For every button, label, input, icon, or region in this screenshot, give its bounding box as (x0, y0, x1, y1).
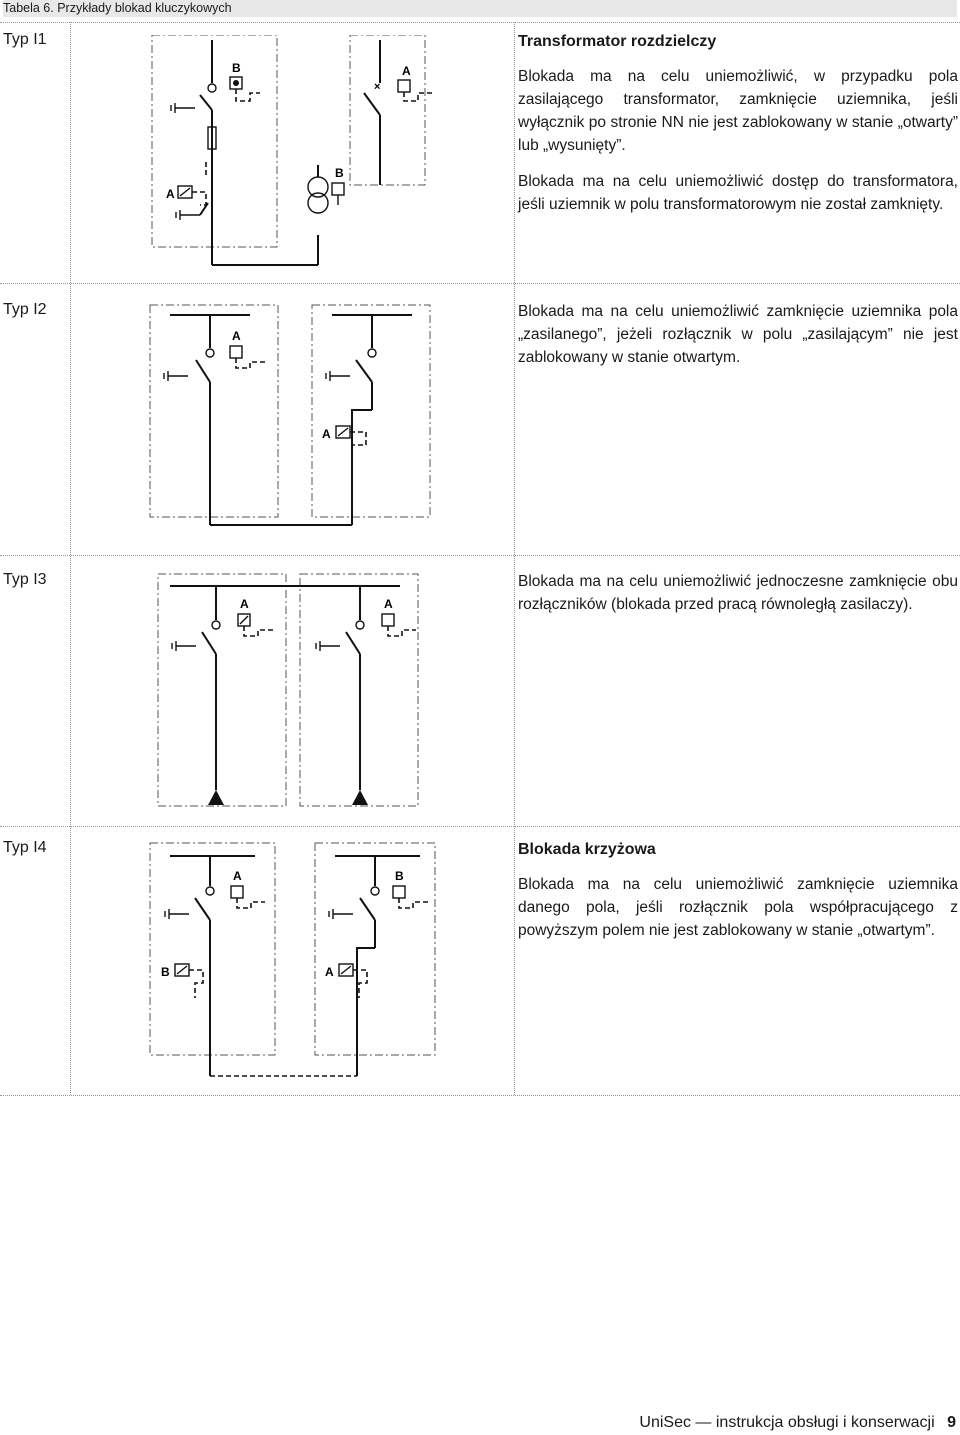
description (518, 838, 958, 955)
transformer-icon (308, 177, 328, 197)
key-lock-icon (332, 183, 344, 195)
diagram-typ-i3 (150, 570, 430, 815)
key-lock-icon (393, 886, 405, 898)
lock-label: A (322, 427, 331, 441)
diagram-typ-i1 (140, 35, 440, 280)
panel-frame (152, 35, 277, 247)
description (518, 570, 958, 629)
section-heading: Blokada krzyżowa (518, 841, 656, 858)
type-label: Typ I4 (3, 839, 47, 856)
panel-frame (158, 574, 286, 806)
page-footer (639, 1413, 956, 1433)
row-divider (0, 1095, 960, 1096)
footer-title: instrukcja obsługi i konserwacji (715, 1414, 935, 1431)
type-label: Typ I3 (3, 571, 47, 588)
lock-label: B (232, 61, 241, 75)
type-label: Typ I1 (3, 31, 47, 48)
lock-label: B (395, 869, 404, 883)
description (518, 300, 958, 382)
paragraph: Blokada ma na celu uniemożliwić zamknięcie uziemnika danego pola, jeśli rozłącznik pola współpracującego z powyższym polem nie jest zablokowany w stanie „otwartym”. (518, 876, 958, 939)
panel-frame (150, 305, 278, 517)
svg-text:×: × (374, 81, 381, 93)
lock-label: A (240, 597, 249, 611)
panel-frame (350, 35, 425, 185)
key-lock-icon (230, 346, 242, 358)
cable-end-icon (352, 790, 368, 805)
lock-label: A (325, 965, 334, 979)
paragraph: Blokada ma na celu uniemożliwić, w przypadku pola zasilającego transformator, zamknięcie uziemnika, jeśli wyłącznik po stronie NN nie jest zablokowany w stanie „otwarty” lub „wysunięty”. (518, 68, 958, 154)
lock-label: A (166, 187, 175, 201)
key-lock-icon (398, 80, 410, 92)
lock-label: A (402, 64, 411, 78)
row-divider (0, 283, 960, 284)
lock-label: B (335, 166, 344, 180)
paragraph: Blokada ma na celu uniemożliwić dostęp do transformatora, jeśli uziemnik w polu transformatorowym nie został zamknięty. (518, 173, 958, 213)
type-label: Typ I2 (3, 301, 47, 318)
lock-label: A (384, 597, 393, 611)
panel-frame (150, 843, 275, 1055)
row-divider (0, 555, 960, 556)
footer-brand: UniSec (639, 1414, 691, 1431)
lock-label: A (233, 869, 242, 883)
section-heading: Transformator rozdzielczy (518, 33, 717, 50)
column-divider (70, 22, 71, 1095)
diagram-typ-i4 (145, 838, 445, 1083)
cable-end-icon (208, 790, 224, 805)
key-lock-icon (231, 886, 243, 898)
description (518, 30, 958, 229)
page-number: 9 (947, 1414, 956, 1431)
footer-dash: — (695, 1414, 712, 1431)
lock-label: A (232, 329, 241, 343)
paragraph: Blokada ma na celu uniemożliwić zamknięcie uziemnika pola „zasilanego”, jeżeli rozłącznik w polu „zasilającym” nie jest zablokowany w stanie otwartym. (518, 303, 958, 366)
column-divider (514, 22, 515, 1095)
table-title: Tabela 6. Przykłady blokad kluczykowych (3, 0, 957, 17)
key-lock-icon (382, 614, 394, 626)
row-divider (0, 826, 960, 827)
lock-label: B (161, 965, 170, 979)
table-top-border (0, 22, 960, 23)
paragraph: Blokada ma na celu uniemożliwić jednoczesne zamknięcie obu rozłączników (blokada przed pracą równoległą zasilaczy). (518, 573, 958, 613)
diagram-typ-i2 (140, 300, 440, 535)
